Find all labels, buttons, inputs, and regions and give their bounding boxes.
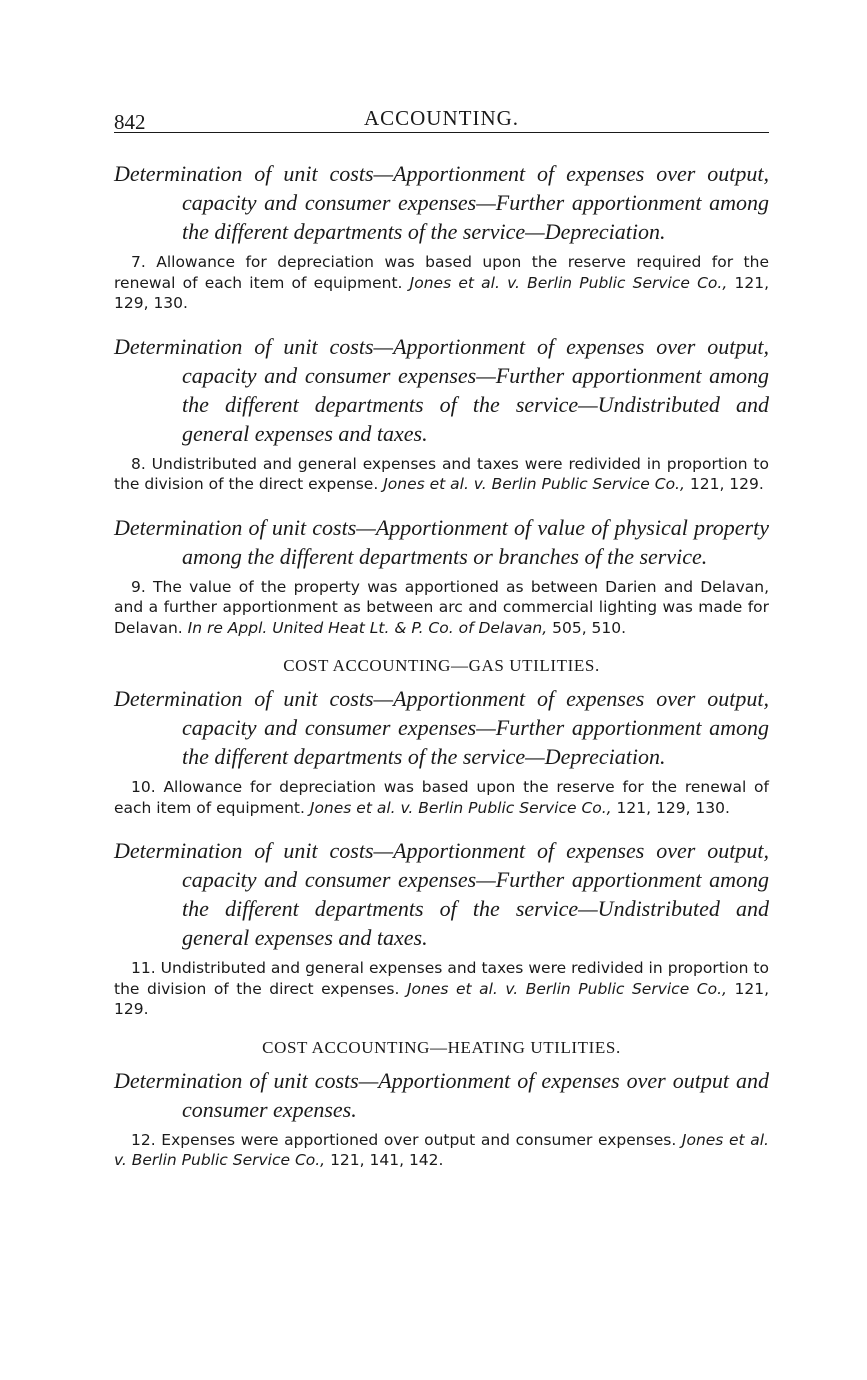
entry-paragraph	[114, 777, 769, 818]
entry-text: 10. Allowance for depreciation was based upon the reserve for the renewal of each item of equipment.	[114, 778, 769, 817]
entry-paragraph	[114, 454, 769, 495]
page-number: 842	[114, 110, 146, 134]
citation-pages: 121, 141, 142.	[330, 1151, 444, 1169]
citation-case: Jones et al. v. Berlin Public Service Co.,	[309, 798, 612, 817]
document-page	[114, 104, 769, 1189]
running-head: ACCOUNTING.	[363, 106, 520, 130]
entry-heading: Determination of unit costs—Apportionment of expenses over output, capacity and consumer expenses—Further apportionment among the different departments of the service—Undistributed and general expenses and taxes.	[114, 838, 769, 950]
entry-heading: Determination of unit costs—Apportionment of expenses over output, capacity and consumer expenses—Further apportionment among the different departments of the service—Undistributed and general expenses and taxes.	[114, 333, 769, 446]
header-rule	[114, 132, 769, 133]
citation-pages: 121, 129, 130.	[616, 798, 730, 817]
entry-text: 12. Expenses were apportioned over output and consumer expenses.	[131, 1130, 677, 1149]
citation-case: In re Appl. United Heat Lt. & P. Co. of Delavan,	[187, 618, 548, 637]
citation-case: Jones et al. v. Berlin Public Service Co.,	[114, 1130, 769, 1169]
citation-pages: 121, 129.	[689, 475, 764, 493]
entry-paragraph	[114, 577, 769, 639]
entry-paragraph	[114, 252, 769, 314]
citation-pages: 505, 510.	[552, 618, 627, 637]
page-header	[114, 104, 769, 132]
entry-heading: Determination of unit costs—Apportionment of value of physical property among the different departments or branches of the service.	[114, 514, 769, 569]
entries	[114, 132, 769, 1171]
citation-pages: 121, 129, 130.	[114, 273, 769, 312]
citation-case: Jones et al. v. Berlin Public Service Co.,	[383, 475, 685, 493]
entry-text: 7. Allowance for depreciation was based upon the reserve required for the renewal of each item of equipment.	[114, 253, 769, 292]
section-title-gas: COST ACCOUNTING—GAS UTILITIES.	[283, 656, 600, 675]
citation-pages: 121, 129.	[114, 979, 770, 1018]
entry-text: 11. Undistributed and general expenses and taxes were redivided in proportion to the division of the direct expenses.	[114, 959, 769, 998]
citation-case: Jones et al. v. Berlin Public Service Co.,	[406, 979, 727, 998]
entry-paragraph	[114, 958, 769, 1020]
entry-heading: Determination of unit costs—Apportionment of expenses over output, capacity and consumer expenses—Further apportionment among the different departments of the service—Depreciation.	[114, 686, 769, 769]
section-title-heating: COST ACCOUNTING—HEATING UTILITIES.	[262, 1037, 621, 1057]
entry-heading: Determination of unit costs—Apportionment of expenses over output, capacity and consumer expenses—Further apportionment among the different departments of the service—Depreciation.	[114, 161, 769, 244]
entry-paragraph	[114, 1130, 769, 1171]
citation-case: Jones et al. v. Berlin Public Service Co.,	[409, 273, 728, 292]
entry-heading: Determination of unit costs—Apportionment of expenses over output and consumer expenses.	[114, 1067, 769, 1122]
entry-text: 9. The value of the property was apportioned as between Darien and Delavan, and a further apportionment as between arc and commercial lighting was made for Delavan.	[114, 577, 769, 637]
entry-text: 8. Undistributed and general expenses and taxes were redivided in proportion to the division of the direct expense.	[114, 454, 769, 493]
